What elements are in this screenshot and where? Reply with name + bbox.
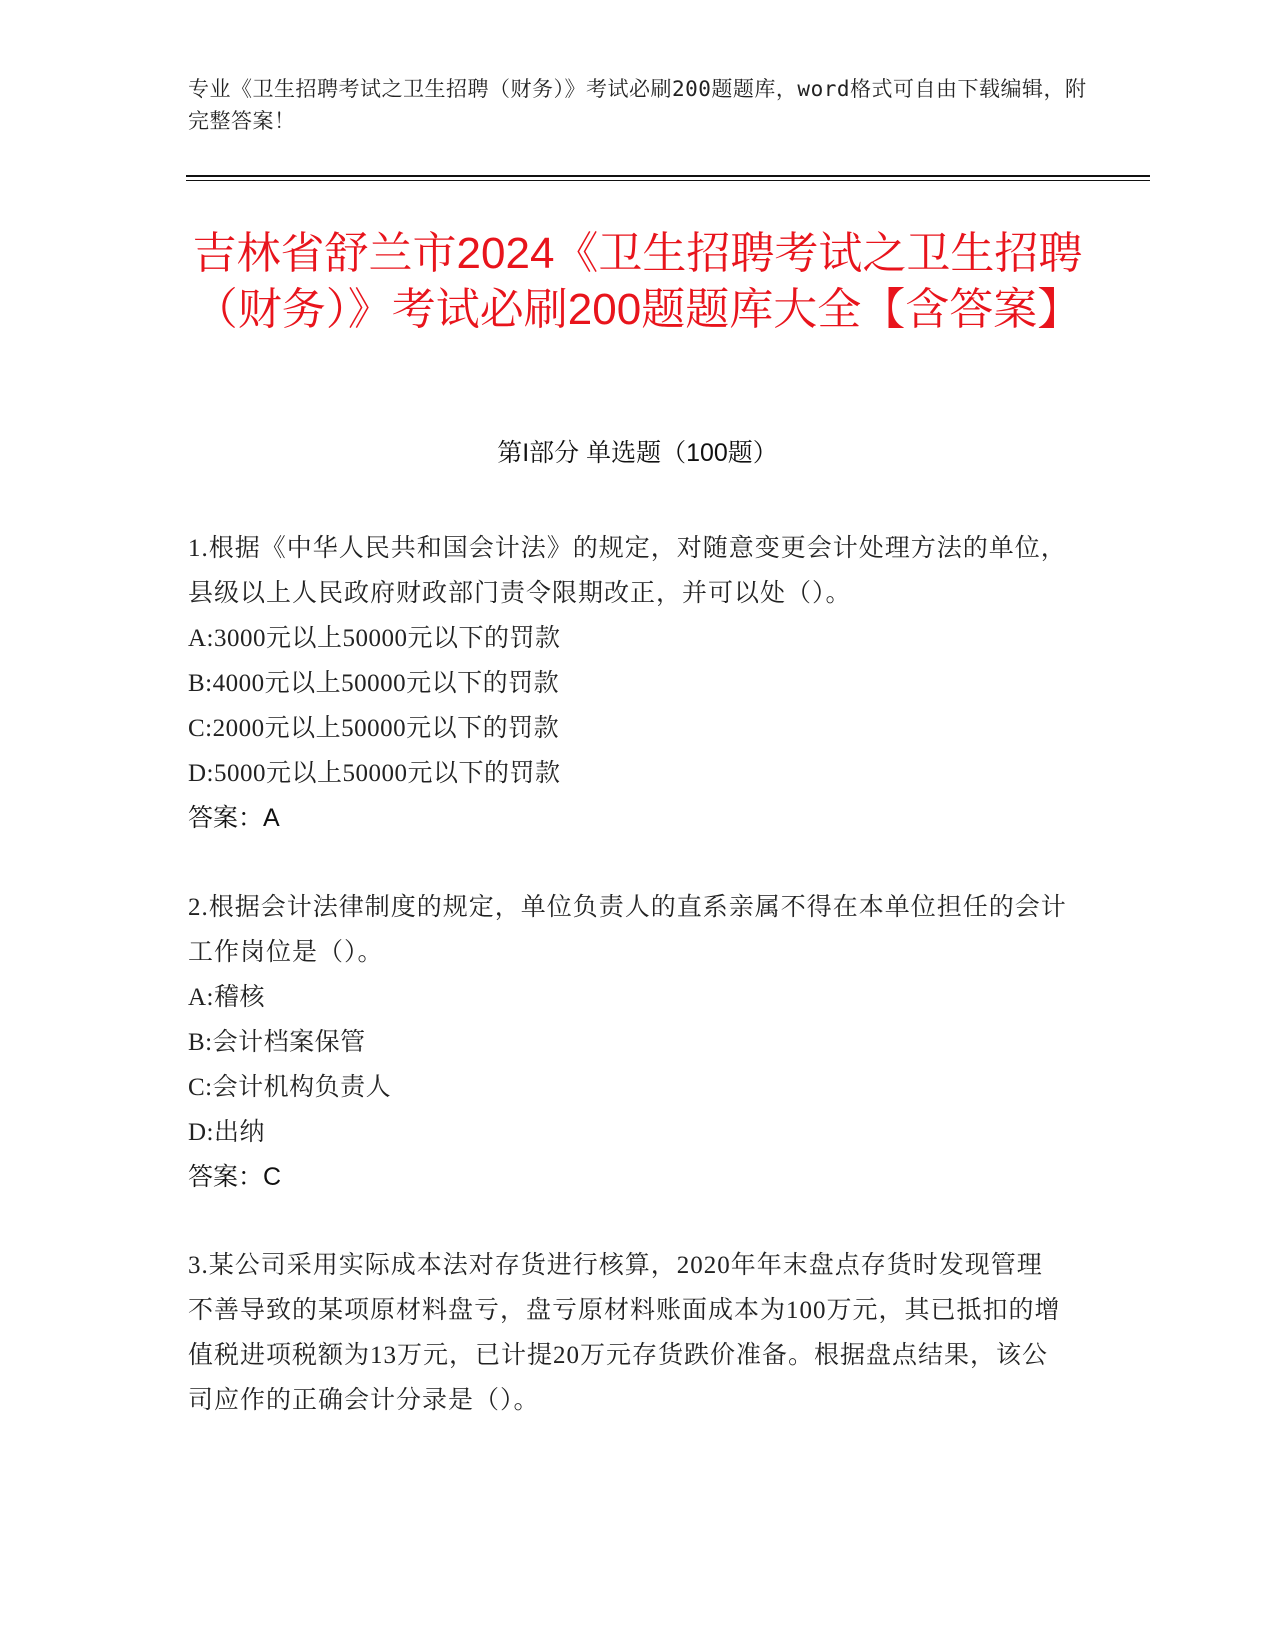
header-divider-thin	[186, 180, 1150, 181]
answer-label: 答案：C	[188, 1163, 282, 1191]
option-b: B:会计档案保管	[188, 1029, 366, 1056]
option-c: C:2000元以上50000元以下的罚款	[188, 715, 560, 742]
option-a: A:3000元以上50000元以下的罚款	[188, 625, 561, 652]
option-b: B:4000元以上50000元以下的罚款	[188, 670, 560, 697]
option-c: C:会计机构负责人	[188, 1074, 392, 1101]
answer-label: 答案：A	[188, 804, 280, 832]
question-stem: 3.某公司采用实际成本法对存货进行核算，2020年年末盘点存货时发现管理不善导致的某项原材料盘亏，盘亏原材料账面成本为100万元，其已抵扣的增值税进项税额为13万元，已计提20万元存货跌价准备。根据盘点结果，该公司应作的正确会计分录是（）。	[188, 1252, 1061, 1414]
question-2	[188, 885, 1068, 1200]
question-stem: 2.根据会计法律制度的规定，单位负责人的直系亲属不得在本单位担任的会计工作岗位是（）。	[188, 894, 1067, 966]
header-divider-thick	[186, 175, 1150, 177]
section-heading: 第I部分 单选题（100题）	[497, 439, 778, 467]
question-1	[188, 526, 1068, 841]
option-a: A:稽核	[188, 984, 266, 1011]
document-title: 吉林省舒兰市2024《卫生招聘考试之卫生招聘（财务）》考试必刷200题题库大全【含答案】	[192, 229, 1083, 334]
option-d: D:出纳	[188, 1119, 266, 1146]
header-note: 专业《卫生招聘考试之卫生招聘（财务）》考试必刷200题题库，word格式可自由下载编辑，附完整答案！	[188, 77, 1087, 133]
question-stem: 1.根据《中华人民共和国会计法》的规定，对随意变更会计处理方法的单位，县级以上人民政府财政部门责令限期改正，并可以处（）。	[188, 535, 1067, 607]
question-3	[188, 1243, 1068, 1423]
option-d: D:5000元以上50000元以下的罚款	[188, 760, 561, 787]
